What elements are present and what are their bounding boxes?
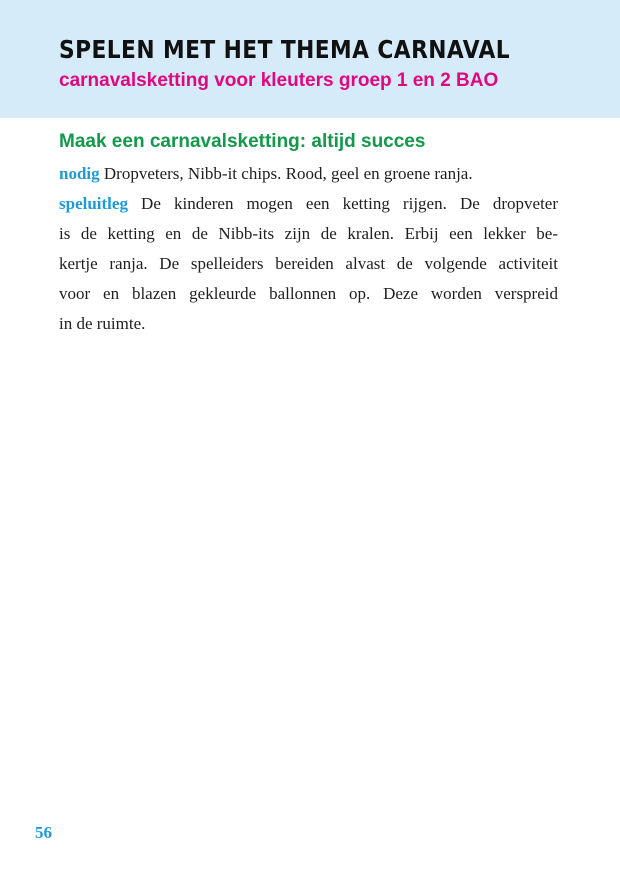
speluitleg-text: De kinderen mogen een ketting rijgen. De dropveter (127, 194, 558, 213)
speluitleg-line: kertje ranja. De spelleiders bereiden alvast de volgende activiteit (59, 254, 558, 273)
page-number: 56 (35, 823, 52, 842)
speluitleg-line (59, 189, 558, 219)
speluitleg-line: in de ruimte. (59, 314, 146, 333)
nodig-line (59, 159, 558, 189)
header-band (0, 0, 620, 118)
nodig-text: Dropveters, Nibb-it chips. Rood, geel en groene ranja. (99, 164, 473, 183)
section-heading: Maak een carnavalsketting: altijd succes (59, 131, 426, 152)
speluitleg-line: voor en blazen gekleurde ballonnen op. Deze worden verspreid (59, 284, 558, 303)
page-title: SPELEN MET HET THEMA CARNAVAL (59, 35, 511, 64)
speluitleg-line: is de ketting en de Nibb-its zijn de kralen. Erbij een lekker be- (59, 224, 558, 243)
speluitleg-label: speluitleg (59, 194, 128, 213)
nodig-label: nodig (59, 164, 100, 183)
page-subtitle: carnavalsketting voor kleuters groep 1 en 2 BAO (59, 70, 499, 91)
activity-description (59, 159, 558, 339)
